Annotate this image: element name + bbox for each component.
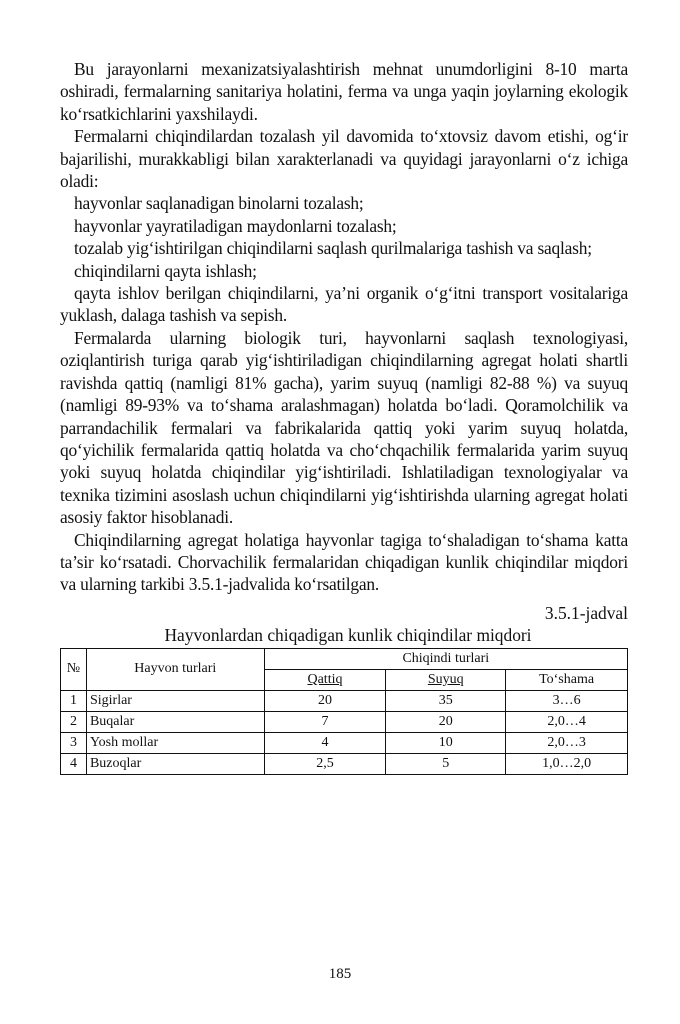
cell-bedding: 2,0…3 xyxy=(506,732,628,753)
cell-liquid: 35 xyxy=(386,690,506,711)
table-row xyxy=(61,711,628,732)
header-animal-type: Hayvon turlari xyxy=(86,648,264,690)
cell-solid: 7 xyxy=(264,711,386,732)
list-item: chiqindilarni qayta ishlash; xyxy=(74,260,257,281)
table-title: Hayvonlardan chiqadigan kunlik chiqindilar miqdori xyxy=(164,624,532,645)
waste-table xyxy=(60,648,628,775)
cell-animal: Yosh mollar xyxy=(86,732,264,753)
cell-liquid: 5 xyxy=(386,753,506,774)
list-item: tozalab yig‘ishtirilgan chiqindilarni saqlash qurilmalariga tashish va saqlash; xyxy=(74,238,592,259)
table-row xyxy=(61,690,628,711)
cell-animal: Sigirlar xyxy=(86,690,264,711)
header-solid: Qattiq xyxy=(264,669,386,690)
cell-number: 1 xyxy=(61,690,87,711)
cell-bedding: 1,0…2,0 xyxy=(506,753,628,774)
cell-bedding: 2,0…4 xyxy=(506,711,628,732)
header-waste-types: Chiqindi turlari xyxy=(264,648,627,669)
cell-solid: 4 xyxy=(264,732,386,753)
table-row xyxy=(61,732,628,753)
list-item: hayvonlar saqlanadigan binolarni tozalash; xyxy=(74,193,364,214)
cell-solid: 20 xyxy=(264,690,386,711)
cell-solid: 2,5 xyxy=(264,753,386,774)
paragraph-3: Fermalarda ularning biologik turi, hayvonlarni saqlash texnologiyasi, oziqlantirish turiga qarab yig‘ishtiriladigan chiqindilarning agregat holati shartli ravishda qattiq (namligi 81% gacha), yarim suyuq (namligi 82-88 %) va suyuq (namligi 89-93% va to‘shama aralashmagan) holatda bo‘ladi. Qoramolchilik va parrandachilik fermalari va fabrikalarida qattiq yoki yarim suyuq holatda, qo‘yichilik fermalarida qattiq holatda va cho‘chqachilik fermalarida yarim suyuq yoki suyuq holatda chiqindilar yig‘ishtiriladi. Ishlatiladigan texnologiyalar va texnika tizimini asoslash uchun chiqindilarni yig‘ishtirishda ularning agregat holati asosiy faktor hisoblanadi. xyxy=(60,327,628,528)
paragraph-4: Chiqindilarning agregat holatiga hayvonlar tagiga to‘shaladigan to‘shama katta ta’sir ko‘rsatadi. Chorvachilik fermalaridan chiqadigan kunlik chiqindilar miqdori va ularning tarkibi 3.5.1-jadvalida ko‘rsatilgan. xyxy=(60,529,628,595)
document-page xyxy=(60,58,628,775)
header-bedding: To‘shama xyxy=(506,669,628,690)
cell-bedding: 3…6 xyxy=(506,690,628,711)
cell-number: 4 xyxy=(61,753,87,774)
table-label: 3.5.1-jadval xyxy=(544,602,628,623)
cell-liquid: 10 xyxy=(386,732,506,753)
list-item: hayvonlar yayratiladigan maydonlarni tozalash; xyxy=(74,215,397,236)
header-number: № xyxy=(61,648,87,690)
cell-animal: Buzoqlar xyxy=(86,753,264,774)
cell-liquid: 20 xyxy=(386,711,506,732)
cell-number: 2 xyxy=(61,711,87,732)
list-item: qayta ishlov berilgan chiqindilarni, ya’ni organik o‘g‘itni transport vositalariga yuklash, dalaga tashish va sepish. xyxy=(60,283,628,326)
page-number: 185 xyxy=(328,966,352,982)
paragraph-1: Bu jarayonlarni mexanizatsiyalashtirish mehnat unumdorligini 8-10 marta oshiradi, fermalarning sanitariya holatini, ferma va unga yaqin joylarning ekologik ko‘rsatkichlarini yaxshilaydi. xyxy=(60,59,628,124)
paragraph-2: Fermalarni chiqindilardan tozalash yil davomida to‘xtovsiz davom etishi, og‘ir bajarilishi, murakkabligi bilan xarakterlanadi va quyidagi jarayonlarni o‘z ichiga oladi: xyxy=(60,126,628,192)
cell-number: 3 xyxy=(61,732,87,753)
cell-animal: Buqalar xyxy=(86,711,264,732)
table-row xyxy=(61,753,628,774)
header-liquid: Suyuq xyxy=(386,669,506,690)
